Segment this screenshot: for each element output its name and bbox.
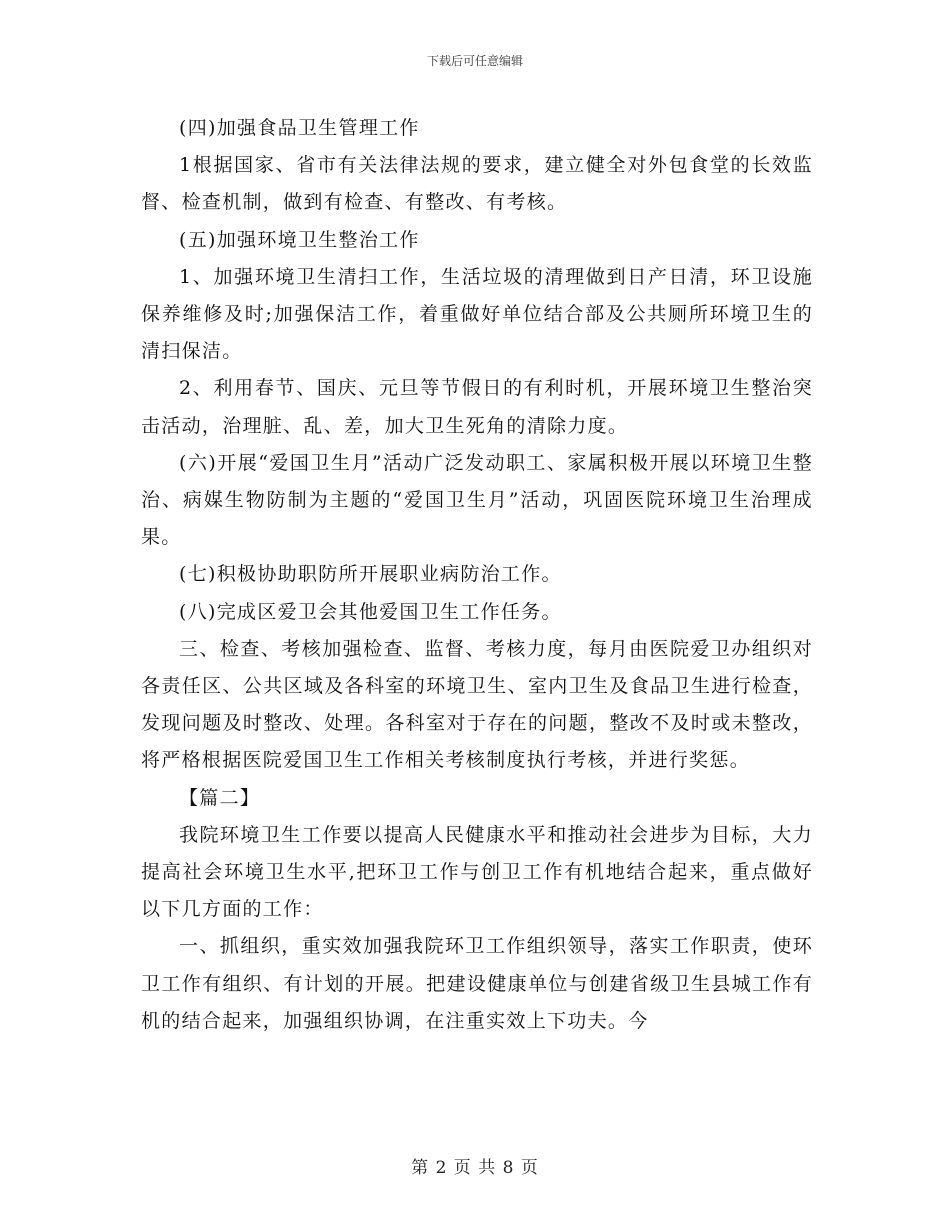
paragraph-part-two-intro: 我院环境卫生工作要以提高人民健康水平和推动社会进步为目标，大力提高社会环境卫生水平,把环卫工作与创卫工作有机地结合起来，重点做好以下几方面的工作： (141, 823, 813, 921)
paragraph-section-4-heading: (四)加强食品卫生管理工作 (179, 117, 420, 139)
paragraph-organization: 一、抓组织，重实效加强我院环卫工作组织领导，落实工作职责，使环卫工作有组织、有计划的开展。把建设健康单位与创建省级卫生县城工作有机的结合起来，加强组织协调，在注重实效上下功夫。今 (141, 935, 813, 1032)
paragraph-section-6: (六)开展“爱国卫生月”活动广泛发动职工、家属积极开展以环境卫生整治、病媒生物防制为主题的“爱国卫生月”活动，巩固医院环境卫生治理成果。 (141, 451, 813, 549)
paragraph-section-7: (七)积极协助职防所开展职业病防治工作。 (179, 563, 562, 586)
paragraph-section-8: (八)完成区爱卫会其他爱国卫生工作任务。 (179, 600, 562, 623)
page-header-note: 下载后可任意编辑 (426, 54, 523, 68)
paragraph-inspection: 三、检查、考核加强检查、监督、考核力度，每月由医院爱卫办组织对各责任区、公共区域及各科室的环境卫生、室内卫生及食品卫生进行检查，发现问题及时整改、处理。各科室对于存在的问题，整改不及时或未整改，将严格根据医院爱国卫生工作相关考核制度执行考核，并进行奖惩。 (141, 637, 813, 772)
paragraph-holiday-campaign: 2、利用春节、国庆、元旦等节假日的有利时机，开展环境卫生整治突击活动，治理脏、乱、差，加大卫生死角的清除力度。 (141, 377, 813, 437)
paragraph-part-two-heading: 【篇二】 (179, 786, 261, 809)
paragraph-food-supervision: 1根据国家、省市有关法律法规的要求，建立健全对外包食堂的长效监督、检查机制，做到有检查、有整改、有考核。 (141, 154, 813, 214)
document-body (141, 110, 813, 1040)
paragraph-section-5-heading: (五)加强环境卫生整治工作 (179, 228, 420, 251)
page-number-footer: 第 2 页 共 8 页 (411, 1158, 539, 1178)
paragraph-cleaning-work: 1、加强环境卫生清扫工作，生活垃圾的清理做到日产日清，环卫设施保养维修及时;加强保洁工作，着重做好单位结合部及公共厕所环境卫生的清扫保洁。 (141, 265, 813, 363)
